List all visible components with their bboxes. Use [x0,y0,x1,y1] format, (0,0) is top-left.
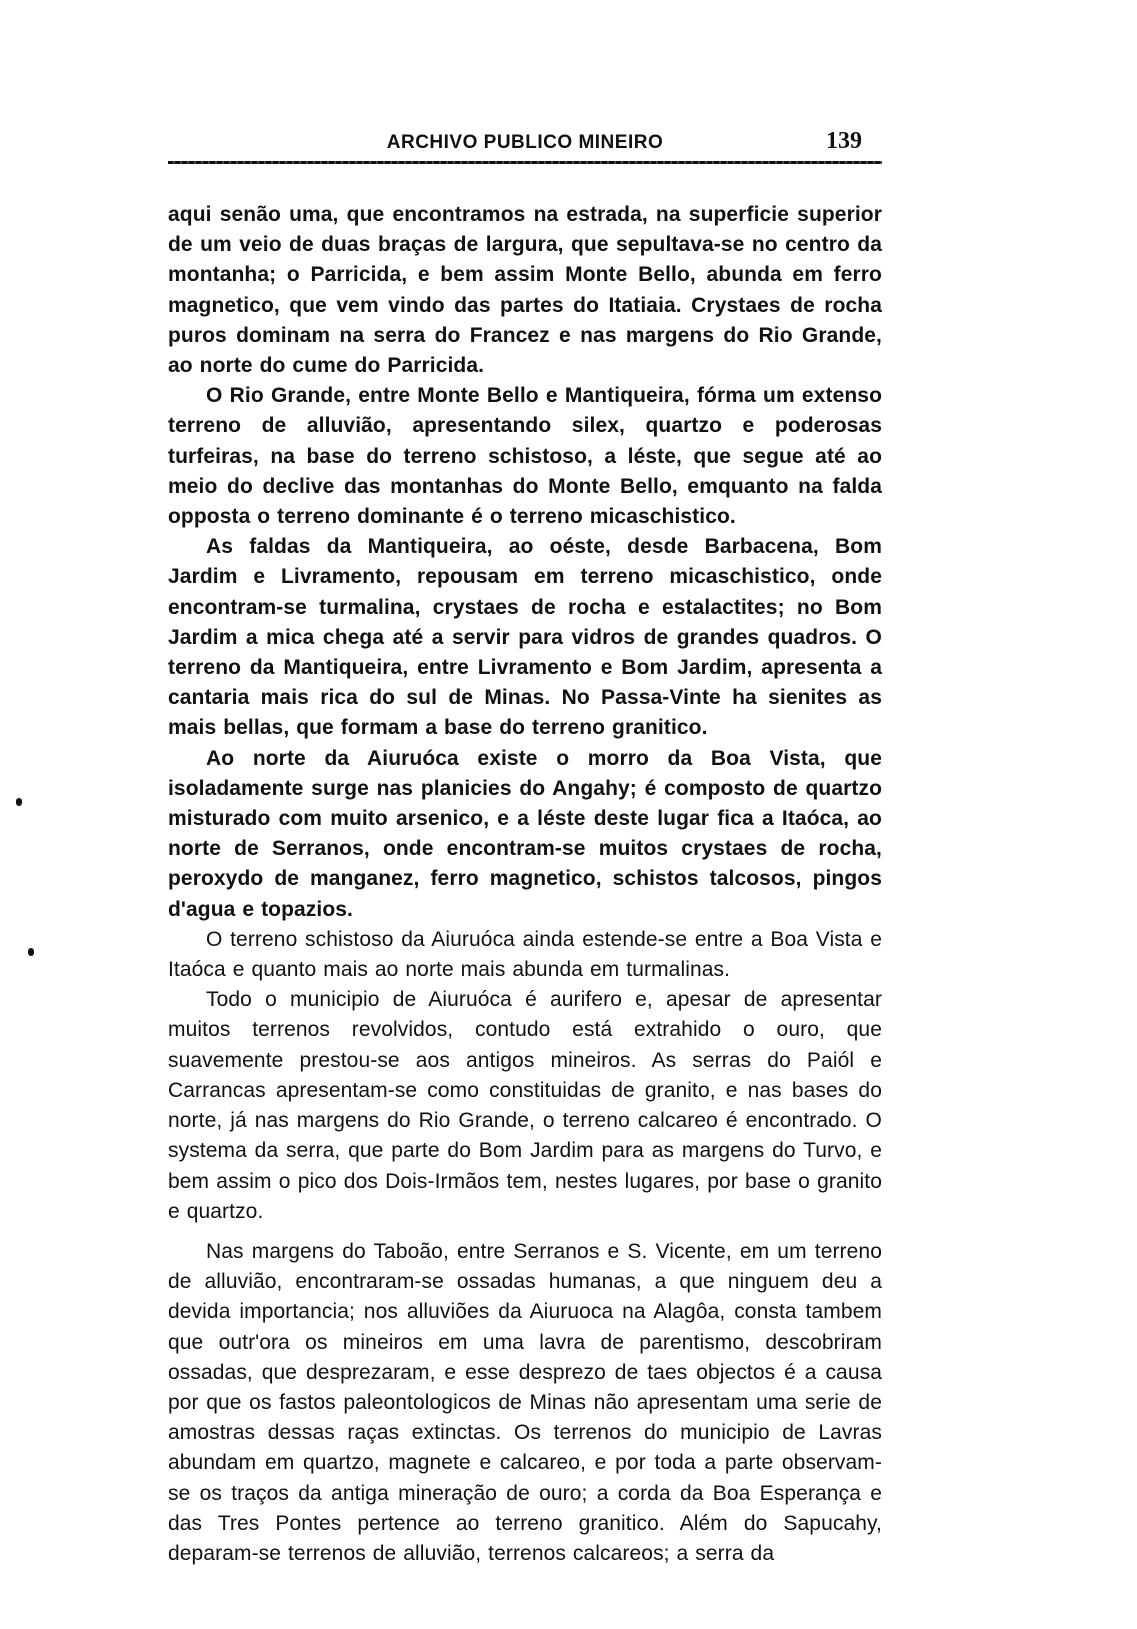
paragraph-4: Ao norte da Aiuruóca existe o morro da Boa Vista, que isoladamente surge nas planicies do Angahy; é composto de quartzo misturado com muito arsenico, e a léste deste lugar fica a Itaóca, ao norte de Serranos, onde encontram-se muitos crystaes de rocha, peroxydo de manganez, ferro magnetico, schistos talcosos, pingos d'agua e topazios. [168,746,882,921]
page-number: 139 [826,128,862,154]
margin-speck [16,798,22,806]
running-head [168,128,882,160]
paragraph-2: O Rio Grande, entre Monte Bello e Mantiqueira, fórma um extenso terreno de alluvião, apresentando silex, quartzo e poderosas turfeiras, na base do terreno schistoso, a léste, que segue até ao meio do declive das montanhas do Monte Bello, emquanto na falda opposta o terreno dominante é o terreno micaschistico. [168,384,882,529]
paragraph-3: As faldas da Mantiqueira, ao oéste, desde Barbacena, Bom Jardim e Livramento, repousam em terreno micaschistico, onde encontram-se turmalina, crystaes de rocha e estalactites; no Bom Jardim a mica chega até a servir para vidros de grandes quadros. O terreno da Mantiqueira, entre Livramento e Bom Jardim, apresenta a cantaria mais rica do sul de Minas. No Passa-Vinte ha sienites as mais bellas, que formam a base do terreno granitico. [168,535,882,740]
header-rule [168,161,882,164]
margin-speck [28,948,34,956]
paragraph-7: Nas margens do Taboão, entre Serranos e S. Vicente, em um terreno de alluvião, encontraram-se ossadas humanas, a que ninguem deu a devida importancia; nos alluviões da Aiuruoca na Alagôa, consta tambem que outr'ora os mineiros em uma lavra de parentismo, descobriram ossadas, que desprezaram, e esse desprezo de taes objectos é a causa por que os fastos paleontologicos de Minas não apresentam uma serie de amostras dessas raças extinctas. Os terrenos do municipio de Lavras abundam em quartzo, magnete e calcareo, e por toda a parte observam-se os traços da antiga mineração de ouro; a corda da Boa Esperança e das Tres Pontes pertence ao terreno granitico. Além do Sapucahy, deparam-se terrenos de alluvião, terrenos calcareos; a serra da [168,1239,882,1565]
paragraph-1: aqui senão uma, que encontramos na estrada, na superficie superior de um veio de duas braças de largura, que sepultava-se no centro da montanha; o Parricida, e bem assim Monte Bello, abunda em ferro magnetico, que vem vindo das partes do Itatiaia. Crystaes de rocha puros dominam na serra do Francez e nas margens do Rio Grande, ao norte do cume do Parricida. [168,203,882,378]
body-text [168,200,882,1569]
paragraph-6: Todo o municipio de Aiuruóca é aurifero e, apesar de apresentar muitos terrenos revolvidos, contudo está extrahido o ouro, que suavemente prestou-se aos antigos mineiros. As serras do Paiól e Carrancas apresentam-se como constituidas de granito, e nas bases do norte, já nas margens do Rio Grande, o terreno calcareo é encontrado. O systema da serra, que parte do Bom Jardim para as margens do Turvo, e bem assim o pico dos Dois-Irmãos tem, nestes lugares, por base o granito e quartzo. [168,988,882,1223]
running-title: ARCHIVO PUBLICO MINEIRO [386,132,664,153]
paragraph-5: O terreno schistoso da Aiuruóca ainda estende-se entre a Boa Vista e Itaóca e quanto mais ao norte mais abunda em turmalinas. [168,927,882,982]
